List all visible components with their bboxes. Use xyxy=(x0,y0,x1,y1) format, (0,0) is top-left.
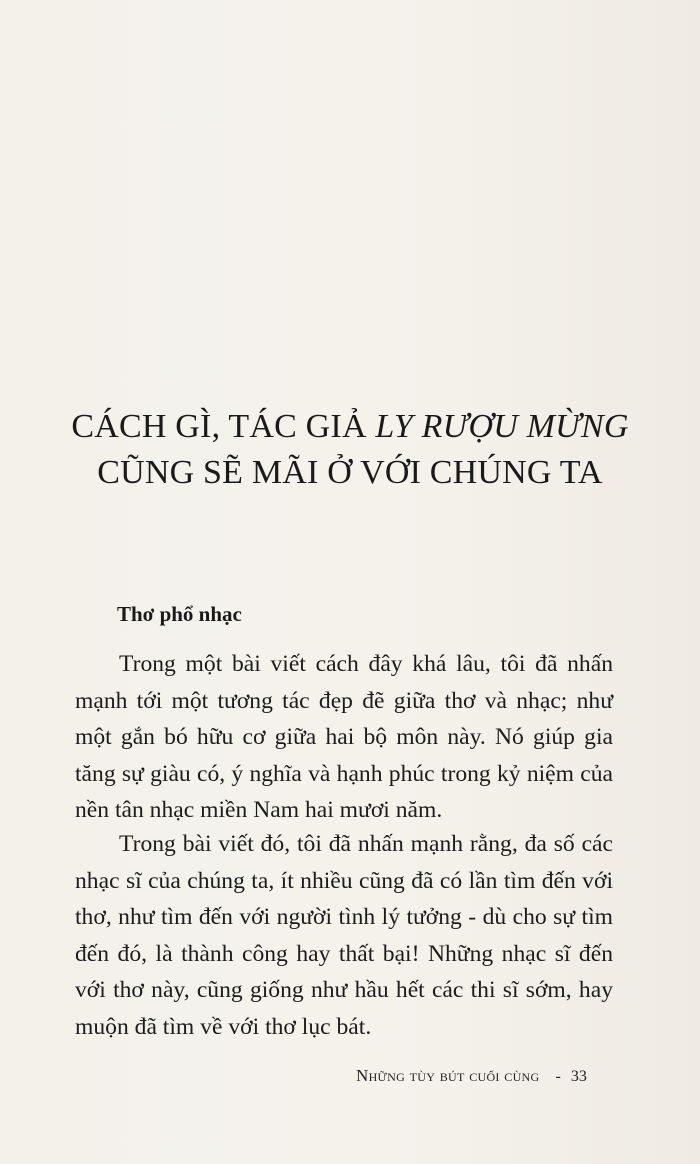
running-title: Những tùy bút cuối cùng xyxy=(356,1066,540,1085)
page-number: 33 xyxy=(570,1068,587,1085)
chapter-title-prefix: CÁCH GÌ, TÁC GIẢ xyxy=(71,408,376,445)
song-title: LY RƯỢU MỪNG xyxy=(375,408,629,445)
footer-separator: - xyxy=(555,1068,561,1085)
chapter-title-line-1 xyxy=(0,404,700,450)
body-paragraph-1: Trong một bài viết cách đây khá lâu, tôi đã nhấn mạnh tới một tương tác đẹp đẽ giữa thơ và nhạc; như một gắn bó hữu cơ giữa hai bộ môn này. Nó giúp gia tăng sự giàu có, ý nghĩa và hạnh phúc trong kỷ niệm của nền tân nhạc miền Nam hai mươi năm. xyxy=(75,651,613,823)
section-heading: Thơ phổ nhạc xyxy=(117,602,242,626)
chapter-title-line-2: CŨNG SẼ MÃI Ở VỚI CHÚNG TA xyxy=(97,454,603,491)
page-footer xyxy=(356,1066,587,1086)
chapter-title xyxy=(0,404,700,496)
body-paragraph-2: Trong bài viết đó, tôi đã nhấn mạnh rằng, đa số các nhạc sĩ của chúng ta, ít nhiều cũng đã có lần tìm đến với thơ, như tìm đến với người tình lý tưởng - dù cho sự tìm đến đó, là thành công hay thất bại! Những nhạc sĩ đến với thơ này, cũng giống như hầu hết các thi sĩ sớm, hay muộn đã tìm về với thơ lục bát. xyxy=(75,831,613,1040)
